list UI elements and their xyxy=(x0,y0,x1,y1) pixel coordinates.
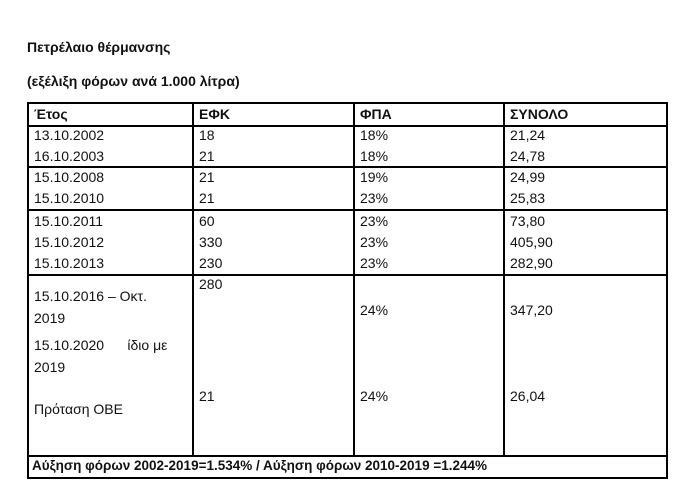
tax-table xyxy=(27,102,667,478)
cell-proposal-total: 26,04 xyxy=(510,388,546,404)
cell-efk: 21 xyxy=(199,169,215,185)
cell-fpa: 23% xyxy=(360,234,389,250)
cell-fpa: 18% xyxy=(360,127,389,143)
row-divider xyxy=(27,274,668,276)
cell-efk: 21 xyxy=(199,190,215,206)
cell-year-2016-2019: 15.10.2016 – Οκτ. 2019 xyxy=(34,288,147,326)
cell-efk-2016-2019: 280 xyxy=(199,276,223,292)
cell-year: 15.10.2008 xyxy=(34,169,105,185)
cell-year: 15.10.2012 xyxy=(34,234,105,250)
cell-efk: 21 xyxy=(199,148,215,164)
cell-year: 15.10.2010 xyxy=(34,190,105,206)
cell-total: 73,80 xyxy=(510,213,546,229)
cell-total: 24,78 xyxy=(510,148,546,164)
row-divider xyxy=(27,166,668,168)
document-title: Πετρέλαιο θέρμανσης xyxy=(27,39,171,55)
cell-fpa: 18% xyxy=(360,148,389,164)
table-border-right xyxy=(666,102,668,479)
cell-efk: 230 xyxy=(199,255,223,271)
cell-proposal-fpa: 24% xyxy=(360,388,389,404)
column-divider xyxy=(503,102,505,456)
table-border-bottom xyxy=(27,477,668,479)
header-efk: ΕΦΚ xyxy=(199,106,230,122)
cell-total: 21,24 xyxy=(510,127,546,143)
document-subtitle: (εξέλιξη φόρων ανά 1.000 λίτρα) xyxy=(27,73,240,89)
cell-total: 24,99 xyxy=(510,169,546,185)
cell-total: 282,90 xyxy=(510,255,553,271)
header-total: ΣΥΝΟΛΟ xyxy=(510,106,569,122)
cell-year: 15.10.2011 xyxy=(34,213,104,229)
column-divider xyxy=(353,102,355,456)
cell-fpa: 23% xyxy=(360,255,389,271)
cell-total: 25,83 xyxy=(510,190,546,206)
cell-year: 13.10.2002 xyxy=(34,127,105,143)
cell-fpa-2016-2019: 24% xyxy=(360,302,389,318)
cell-total: 405,90 xyxy=(510,234,553,250)
cell-fpa: 23% xyxy=(360,190,389,206)
table-footer-summary: Αύξηση φόρων 2002-2019=1.534% / Αύξηση φόρων 2010-2019 =1.244% xyxy=(32,458,487,473)
cell-year-2020: 15.10.2020 ίδιο με 2019 xyxy=(34,337,172,375)
header-year: Έτος xyxy=(34,106,68,122)
row-divider xyxy=(27,209,668,211)
cell-fpa: 23% xyxy=(360,213,389,229)
column-divider xyxy=(192,102,194,456)
row-divider xyxy=(27,455,668,457)
cell-year: 15.10.2013 xyxy=(34,255,105,271)
cell-efk: 330 xyxy=(199,234,223,250)
cell-proposal-efk: 21 xyxy=(199,388,215,404)
cell-fpa: 19% xyxy=(360,169,389,185)
cell-efk: 60 xyxy=(199,213,215,229)
header-fpa: ΦΠΑ xyxy=(360,106,392,122)
table-border-top xyxy=(27,102,668,104)
cell-proposal-label: Πρόταση ΟΒΕ xyxy=(34,401,123,417)
row-divider xyxy=(27,125,668,127)
table-border-left xyxy=(27,102,29,479)
cell-year: 16.10.2003 xyxy=(34,148,105,164)
cell-total-2016-2019: 347,20 xyxy=(510,302,553,318)
cell-efk: 18 xyxy=(199,127,215,143)
